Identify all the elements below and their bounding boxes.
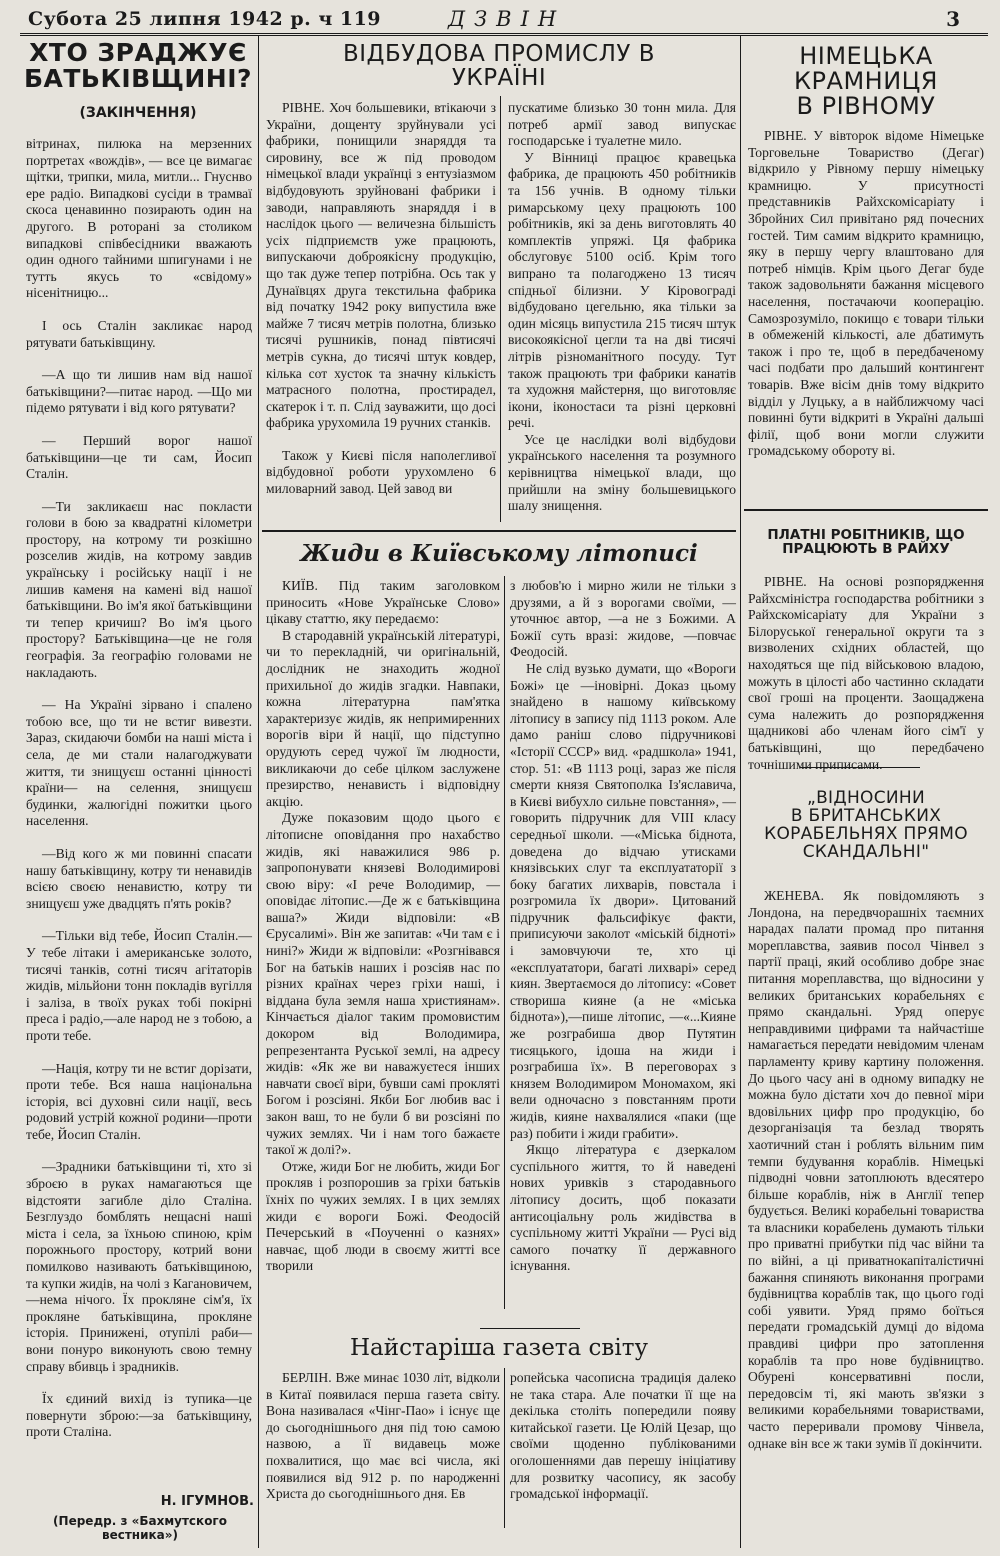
industry-headline (264, 42, 734, 90)
chronicle-headline: Жиди в Київському літописі (300, 540, 698, 567)
shop-paragraph: РІВНЕ. У вівторок відоме Німецьке Торговельне Товариство (Дегаг) відкрило у Рівному першу німецьку крамницю. У присутності представників Райхскомісаріату і Збройних Сил привітано ряд почесних гостей. Тим самим відкрито крамницю, яку в першу чергу влаштовано для потреб німців. Крім цього Дегаг буде також задовольняти бажання місцевого населення, постачаючи кооперацію. Самозрозуміло, покищо є товари тільки в обмеженій кількості, але дбатимуть також і про те, щоб в передбаченому часі подбати про дальший контингент товарів. Вже вісім днів тому відкрито відділ у Луцьку, а в найближчому часі повинні бути відкриті в Україні дальші філії, щоб вони могли служити громадському обороту ві. (748, 128, 984, 459)
traitor-paragraph: —Ти закликаєш нас покласти голови в бою за квадратні кілометри простору, на котрому ти розкішно розселив жидів, на котрому завдив українську і російську нації і не лишив каменя на камені від нашої батьківщини. Во ім'я якої батьківщини ти тепер кричиш? Во ім'я цього простору? Батьківщина—це не голя географія. За географію головами не накладають. (26, 498, 252, 680)
traitor-paragraph: —Нація, котру ти не встиг дорізати, проти тебе. Вся наша національна історія, всі духовні сили нації, весь родовий устрій кожної родини—проти тебе, Йосип Сталін. (26, 1060, 252, 1142)
industry-paragraph: пускатиме близько 30 тонн мила. Для потреб армії завод випускає господарське і туалетне мило. (508, 100, 736, 149)
ships-headline-line1: „ВІДНОСИНИ (806, 788, 925, 808)
traitor-paragraph: І ось Сталін закликає народ рятувати батьківщину. (26, 317, 252, 350)
traitor-headline-line2: БАТЬКІВЩИНІ? (23, 64, 253, 94)
chronicle-paragraph: В стародавній українській літературі, чи то перекладній, чи оригінальній, дослідник не знаходить жодної прихильної до жидів згадки. Навпаки, кожна літературна пам'ятка характеризує жидів, як непримиренних ворогів віри й нації, що підступно орудують серед чужої їм людности, викликаючи до себе цілком заслужене презирство, ненависть і відповідну акцію. (266, 627, 500, 809)
pay-headline-line2: ПРАЦЮЮТЬ В РАЙХУ (782, 541, 950, 558)
oldest-col-2 (510, 1370, 736, 1530)
traitor-author: Н. ІГУМНОВ. (160, 1494, 254, 1509)
traitor-source: (Передр. з «Бахмутского вестника») (53, 1514, 227, 1542)
oldest-paragraph: ропейська часописна традиція далеко не така стара. Але початки її ще на декілька століть попередили появу китайської газети. Це Юлій Цезар, що своїми щоденно публікованими оголошеннями дав перешу ініціативу для розвитку часопису, як засобу громадської інформації. (510, 1370, 736, 1502)
column-rule-2 (740, 36, 741, 1548)
page-number: 3 (946, 7, 960, 31)
shop-headline-line2: КРАМНИЦЯ (794, 67, 938, 96)
traitor-paragraph: —Від кого ж ми повинні спасати нашу батьківщину, котру ти ненавидів всією своєю ненавистю, котру ти знищуєш уже двадцять п'ять років? (26, 845, 252, 911)
masthead-rule (20, 33, 988, 36)
pay-headline (744, 528, 988, 556)
ships-headline (744, 790, 988, 861)
pay-body (748, 574, 984, 772)
industry-paragraph: РІВНЕ. Хоч большевики, втікаючи з України, дощенту зруйнували усі фабрики, понищили знаряддя та сировину, все ж під проводом німецької влади українці з ентузіазмом відбудовують зруйновані фабрики і заводи, направляють знаряддя і в наслідок цього — величезна більшість усіх підприємств уже працюють, випускаючи доброякісну продукцію, що так дуже тепер потрібна. Ось так у Дунаївцях друга текстильна фабрика від початку 1942 року випустила вже майже 7 тисяч метрів полотна, близько тисячі рушників, понад півтисячі метрів сукна, до тисячі штук ковдер, кілька сот хусток та значну кількість матрасного полотна, простирадел, скатерок і т. п. Слід зауважити, що досі фабрика уруxомила 19 ручних станків. (266, 100, 496, 431)
separator-chronicle (480, 1328, 580, 1329)
traitor-paragraph: —Зрадники батьківщини ті, хто зі зброєю в руках намагаються ще відстояти загибле діло Сталіна. Безглуздо бомблять нещасні наші міста і села, за їхньою спиною, крім порожнього простору, котрий вони помилково називають батьківщиною, та купки жидів, на чолі з Кагановичем,—нема нічого. Їх прокляне сім'я, їх прокляне батьківщина, прокляне історія. Принижені, отупілі раби—вони понуро виконують свою темну справу вбивць і зрадників. (26, 1159, 252, 1374)
traitor-paragraph: — На Україні зірвано і спалено тобою все, що ти не встиг вивезти. Зараз, скидаючи бомби на наші міста і села, де ми стали налагоджувати життя, ти знищуєш останні цінності країни— на селення, знищуєш будинки, жалюгідні пожитки цього населення. (26, 697, 252, 829)
ships-body (748, 888, 984, 1536)
chronicle-col-2 (510, 578, 736, 1314)
masthead (20, 6, 988, 32)
shop-headline-line3: В РІВНОМУ (796, 92, 936, 121)
ships-paragraph: ЖЕНЕВА. Як повідомляють з Лондона, на передвчорашніх таємних нарадах палати промад про питання мореплавства, заявив посол Чінвел з партії праці, який особливо добре знає питання мореплавства, що відносини у великих британських корабельнях є прямо скандальні. Уряд оперує неправдивими цифрами та найчастіше намагається передати невідомим членам парламенту криву картину положення. До цього часу ані в одному випадку не можна було дістати хоч до певної міри вдовільних цифр про продукцію, бо дезорганізація та безлад творять хаотичний стан і роблять вільним пим темпи будування кораблів. Німецькі підводні човни затоплюють вдесятеро більше кораблів, ніж в Англії тепер будується. Великі корабельні товариства та власники корабелень думають тільки про приватні прибутки під час війни та по війні, а ці приватнокапіталістичні бажання спиняють виконання програми будівництва кораблів так, що цього годі собі уявити. Уряд прямо боїться передати громадській думці до відома правдиві цифри про затоплення кораблів та про нове будівництво. Обурені консервативні посли, передовсім ті, які мають зв'язки з великими корабельнями товариствами, часто переривали промову Чінвела, однаке він все ж таки зумів її докінчити. (748, 888, 984, 1451)
oldest-paragraph: БЕРЛІН. Вже минає 1030 літ, відколи в Китаї появилася перша газета світу. Вона називалася «Чінг-Пао» і існує ще до сьогоднішнього дня під тою самою назвою, а її видавець може похвалитися, що має всі числа, які появилися від 912 р. по народженні Христа до сьогоднішнього дня. Ев (266, 1370, 500, 1502)
pay-headline-line1: ПЛАТНІ РОБІТНИКІВ, ЩО (767, 527, 965, 543)
oldest-headline: Найстаріша газета світу (349, 1335, 648, 1361)
chronicle-paragraph: КИЇВ. Під таким заголовком приносить «Нове Українське Слово» цікаву статтю, яку передаємо: (266, 578, 500, 627)
chronicle-paragraph: Не слід вузько думати, що «Вороги Божі» це —іновірні. Доказ цьому знайдено в нашому київському літопису в запису під 1113 роком. Але дамо раніш слово підручникові «Історії СССР» вид. «радшкола» 1941, стор. 51: «В 1113 році, зараз же після смерти князя Святополка Із'яславича, в Києві вибухло сильне повстання», —говорить підручник для VIII класу середньої школи. —«Міська біднота, доведена до відчаю утисками князівських слуг та експлуататорії з боку багатих лихварів, повстала і розгромила їх двори». Цитований підручник фальсифікує факти, приписуючи заколот «міській бідноті» і замовчуючи те, хто ці «експлуататори, багаті лихварі» серед киян. Звертаємося до літопису: «Совет створиша кияне (а не «міська біднота»),—пише літопис, —«...Кияне же розграбиша двор Путятин тисяцького, ідоша на жиди і розграбиша їх». В переговорах з князем Володимиром Мономахом, які вели одночасно з повстанням проти жидів, кияне нахвалялися «паки (ще раз) побити і жиди грабити». (510, 660, 736, 1141)
chronicle-col-1 (266, 578, 500, 1314)
newspaper-name: ДЗВІН (448, 7, 566, 31)
separator-shop (744, 509, 988, 511)
chronicle-paragraph: Якщо література є дзеркалом суспільного життя, то й наведені нових уривків з стародавнього літопису досить, щоб показати антисоціальну роль жидівства в суспільному житті України — Русі від самого початку її державного існування. (510, 1142, 736, 1274)
traitor-subtitle: (ЗАКІНЧЕННЯ) (79, 105, 197, 121)
traitor-body (26, 136, 252, 1486)
oldest-col-1 (266, 1370, 500, 1530)
industry-paragraph: У Вінниці працює кравецька фабрика, де працюють 450 робітників та 156 учнів. В одному тільки римарському цеху працюють 100 робітників, які за день виготовлять 40 комплектів упряжі. Ця фабрика обслуговує 5100 осіб. Крім того випрано та полагоджено 13 тисяч спідньої білизни. У Кіровограді відбудовано цегельню, яка тільки за один місяць випустила 215 тисяч штук високоякісної цегли та на дві тисячі літрів різноманітного посуду. Тут також працюють три фабрики канатів та художня майстерня, що виготовляє ікони, іконостаси та різні церковні речі. (508, 149, 736, 431)
traitor-paragraph: Їх єдиний вихід із тупика—це повернути зброю:—за батьківщину, проти Сталіна. (26, 1391, 252, 1440)
shop-body (748, 128, 984, 500)
industry-col-2 (508, 100, 736, 528)
traitor-headline (22, 40, 254, 93)
chronicle-paragraph: Отже, жиди Бог не любить, жиди Бог прокляв і розпорошив за гріхи батьків їхніх по чужих землях. І в цих землях жиди є вороги Божі. Феодосій Печерський в «Поученні о казнях» навчає, щоб люди в своєму житті все творили (266, 1158, 500, 1274)
column-rule-industry (500, 96, 501, 522)
ships-headline-line2: В БРИТАНСЬКИХ (790, 805, 942, 826)
industry-paragraph: Також у Києві після наполегливої відбудовної роботи уруxомлено 6 миловарний завод. Цей завод ви (266, 447, 496, 497)
ships-headline-line3: КОРАБЕЛЬНЯХ ПРЯМО (764, 823, 968, 844)
industry-headline-line2: УКРАЇНІ (451, 65, 547, 92)
pay-paragraph: РІВНЕ. На основі розпорядження Райхсміністра господарства робітники з Райхскомісаріату для України з Білоруської генеральної округи та з визволених східних областей, що находяться ще під військовою владою, можуть в цілості або частинно складати свої гроші на проценти. Заощаджена сума належить до розпорядження щадникові або членам його сім'ї у батьківщині, що передбачено точнішими приписами. (748, 574, 984, 772)
shop-headline-line1: НІМЕЦЬКА (799, 42, 933, 70)
column-rule-1 (258, 36, 259, 1548)
industry-paragraph: Усе це наслідки волі відбудови українського населення та розумного керівництва німецької влади, що прийшли на зміну большевицького шалу знищення. (508, 431, 736, 514)
issue-date: Субота 25 липня 1942 р. ч 119 (28, 8, 382, 30)
traitor-paragraph: —Тільки від тебе, Йосип Сталін.—У тебе літаки і американське золото, тисячі танків, сотні тисяч агітаторів жидів, мільйони тонн покладів вугілля і заліза, в твоїх руках тобі покірні преса і радіо,—але народ не з тобою, а проти тебе. (26, 928, 252, 1043)
column-rule-oldest (504, 1368, 505, 1528)
traitor-paragraph: вітринах, пилюка на мерзенних портретах «вождів», — все це вимагає щітки, трипки, мила, митли... Гнуснво ере радіо. Випадкові сусіди в трамваї скоса ценавинно позирають один на другого. В роторані за столиком випадкові співбесідники вважають один одного тайними шпигунами і не тутть якусь то «свідому» нісенітницю... (26, 136, 252, 301)
industry-headline-line1: ВІДБУДОВА ПРОМИСЛУ В (343, 41, 655, 67)
industry-col-1 (266, 100, 496, 528)
column-rule-chronicle (504, 576, 505, 1309)
traitor-paragraph: —А що ти лишив нам від нашої батьківщини?—питає народ. —Що ми підемо рятувати і від кого рятувати? (26, 367, 252, 416)
traitor-paragraph: — Перший ворог нашої батьківщини—це ти сам, Йосип Сталін. (26, 432, 252, 482)
traitor-headline-line1: ХТО ЗРАДЖУЄ (29, 38, 247, 67)
shop-headline (744, 44, 988, 120)
separator-industry (262, 530, 736, 532)
chronicle-paragraph: з любов'ю і мирно жили не тільки з друзями, а й з ворогами своїми, —уточнює автор, —а не з Божими. А Божії суть вразі: жидове, —повчає Феодосій. (510, 578, 736, 660)
chronicle-paragraph: Дуже показовим щодо цього є літописне оповідання про нахабство жидів, які наважилися 986 р. запропонувати князеві Володимирові свою віру: «І рече Володимир, —оповідає літопис.—Де ж є батьківщина ваша?» Жиди відповіли: «В Єрусалимі». Він же запитав: «Чи там є і нині?» Жиди ж відповіли: «Розгнівався Бог на батьків наших і розсіяв нас по різних країнах через гріхи наші, і віддана була земля наша християнам». Кінчається діалог таким промовистим докором від Володимира, репрезентанта Руської землі, на адресу жидів: «Як же ви наважуєтеся інших навчати своєї віри, бувши самі прокляті Богом і розсіяні. Якби Бог любив вас і закон ваш, то не були б ви розсіяні по чужих землях. Чи і нам того бажаєте такої ж долі?». (266, 810, 500, 1158)
ships-headline-line4: СКАНДАЛЬНІ" (802, 841, 930, 862)
